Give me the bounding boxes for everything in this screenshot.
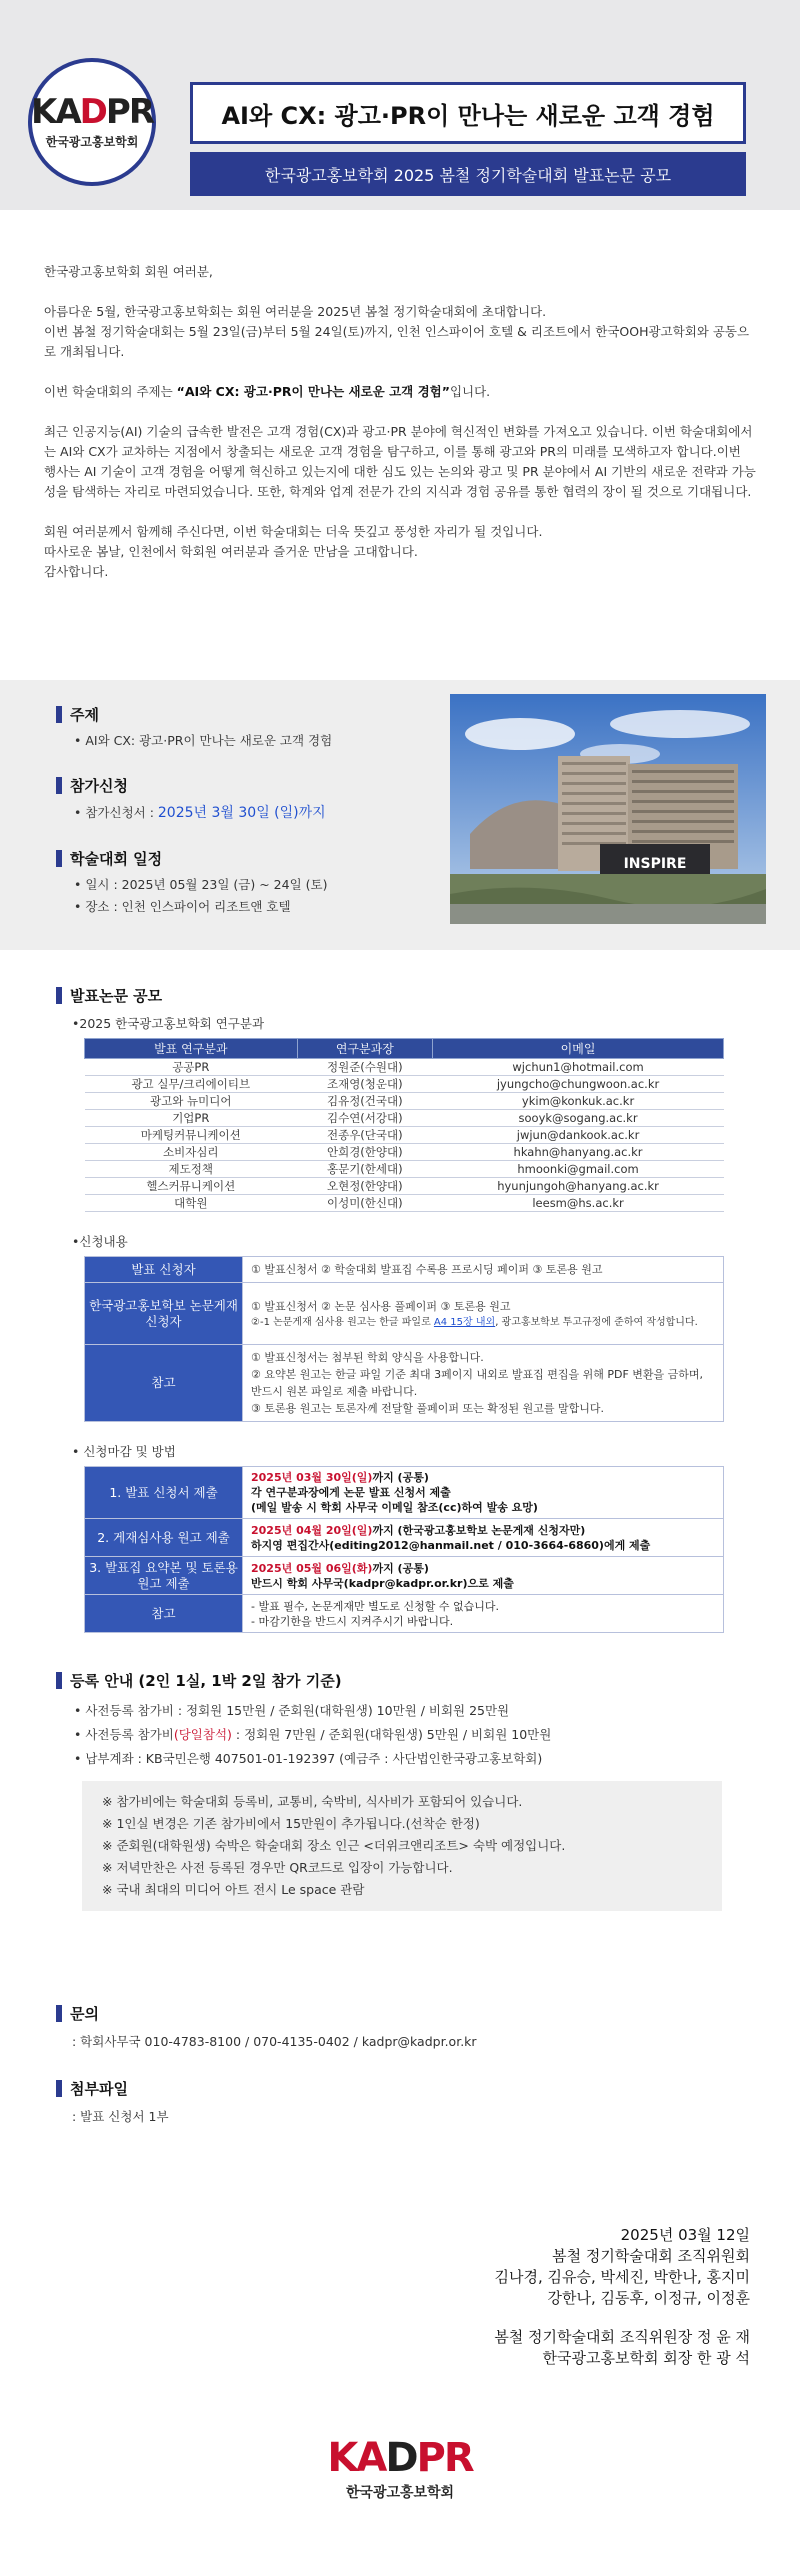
contact-section	[56, 2003, 477, 2050]
logo-text: 한국광고홍보학회	[45, 134, 139, 149]
footer-logo-text: 한국광고홍보학회	[345, 2485, 455, 2501]
fee-regular: • 사전등록 참가비 : 정회원 15만원 / 준회원(대학원생) 10만원 / 비회원 25만원	[74, 1703, 510, 1718]
apply-content-table	[84, 1256, 724, 1422]
list-item: ※ 1인실 변경은 기존 참가비에서 15만원이 추가됩니다.(선착순 한정)	[102, 1816, 480, 1831]
intro-letter	[0, 210, 800, 582]
topic-heading: 주제	[56, 704, 436, 725]
page-subtitle: 한국광고홍보학회 2025 봄철 정기학술대회 발표논문 공모	[190, 152, 746, 196]
table-row: 대학원 이성미(한신대) leesm@hs.ac.kr	[85, 1195, 724, 1212]
division-caption: •2025 한국광고홍보학회 연구분과	[72, 1016, 265, 1031]
table-row: 광고와 뉴미디어 김유정(건국대) ykim@konkuk.ac.kr	[85, 1093, 724, 1110]
page-title: AI와 CX: 광고·PR이 만나는 새로운 고객 경험	[190, 82, 746, 144]
topic-item: • AI와 CX: 광고·PR이 만나는 새로운 고객 경험	[74, 733, 333, 748]
table-row: 소비자심리 안희경(한양대) hkahn@hanyang.ac.kr	[85, 1144, 724, 1161]
table-row: 발표 신청자 ① 발표신청서 ② 학술대회 발표집 수록용 프로시딩 페이퍼 ③ 토론용 원고	[85, 1257, 724, 1283]
schedule-heading: 학술대회 일정	[56, 848, 436, 869]
summary-column	[56, 704, 436, 915]
paper-call-section	[56, 985, 756, 1633]
signature-date: 2025년 03월 12일	[620, 2226, 750, 2244]
list-item: ※ 준회원(대학원생) 숙박은 학술대회 장소 인근 <더위크앤리조트> 숙박 예정입니다.	[102, 1838, 566, 1853]
attachment-info: : 발표 신청서 1부	[72, 2109, 169, 2124]
bank-account: • 납부계좌 : KB국민은행 407501-01-192397 (예금주 : 사단법인한국광고홍보학회)	[74, 1751, 543, 1766]
registration-section	[56, 1670, 756, 1911]
closing-paragraph: 회원 여러분께서 함께해 주신다면, 이번 학술대회는 더욱 뜻깊고 풍성한 자리가 될 것입니다. 따사로운 봄날, 인천에서 학회원 여러분과 즐거운 만남을 고대합니다. 감사합니다.	[44, 524, 543, 579]
schedule-place: • 장소 : 인천 인스파이어 리조트앤 호텔	[74, 899, 291, 914]
table-row: 헬스커뮤니케이션 오현정(한양대) hyunjungoh@hanyang.ac.kr	[85, 1178, 724, 1195]
paper-call-heading: 발표논문 공모	[56, 985, 756, 1006]
table-row: 1. 발표 신청서 제출 2025년 03월 30일(일)까지 (공통) 각 연구분과장에게 논문 발표 신청서 제출 (메일 발송 시 학회 사무국 이메일 참조(cc)하여 발송 요망)	[85, 1467, 724, 1519]
registration-notes	[82, 1781, 722, 1911]
table-row: 한국광고홍보학보 논문게재 신청자 ① 발표신청서 ② 논문 심사용 풀페이퍼 ③ 토론용 원고 ②-1 논문게재 심사용 원고는 한글 파일로 A4 15장 내외, 광고홍보학보 투고규정에 준하여 작성합니다.	[85, 1283, 724, 1345]
list-item: ※ 국내 최대의 미디어 아트 전시 Le space 관람	[102, 1882, 365, 1897]
table-row: 제도정책 홍문기(한세대) hmoonki@gmail.com	[85, 1161, 724, 1178]
header	[0, 0, 800, 210]
list-item: ※ 참가비에는 학술대회 등록비, 교통비, 숙박비, 식사비가 포함되어 있습니다.	[102, 1794, 523, 1809]
col-email: 이메일	[433, 1039, 724, 1059]
theme-paragraph: 이번 학술대회의 주제는 “AI와 CX: 광고·PR이 만나는 새로운 고객 경험”입니다.	[44, 384, 491, 399]
society-logo	[28, 58, 156, 186]
attachment-section	[56, 2078, 169, 2125]
registration-heading: 등록 안내 (2인 1실, 1박 2일 참가 기준)	[56, 1670, 756, 1691]
table-row: 참고 - 발표 필수, 논문게재만 별도로 신청할 수 없습니다. - 마감기한을 반드시 지켜주시기 바랍니다.	[85, 1595, 724, 1633]
footer-logo-mark: KADPR	[327, 2435, 473, 2481]
table-row: 기업PR 김수연(서강대) sooyk@sogang.ac.kr	[85, 1110, 724, 1127]
intro-paragraph: 아름다운 5월, 한국광고홍보학회는 회원 여러분을 2025년 봄철 정기학술대회에 초대합니다. 이번 봄철 정기학술대회는 5월 23일(금)부터 5월 24일(토)까지, 인천 인스파이어 호텔 & 리조트에서 한국OOH광고학회와 공동으로 개최됩니다.	[44, 304, 750, 359]
schedule-date: • 일시 : 2025년 05월 23일 (금) ~ 24일 (토)	[74, 877, 328, 892]
table-row: 3. 발표집 요약본 및 토론용 원고 제출 2025년 05월 06일(화)까지 (공통) 반드시 학회 사무국(kadpr@kadpr.or.kr)으로 제출	[85, 1557, 724, 1595]
summary-band	[0, 680, 800, 950]
attachment-heading: 첨부파일	[56, 2078, 169, 2099]
deadline-caption: • 신청마감 및 방법	[72, 1444, 176, 1459]
division-table	[84, 1038, 724, 1212]
table-row: 참고 ① 발표신청서는 첨부된 학회 양식을 사용합니다. ② 요약본 원고는 한글 파일 기준 최대 3페이지 내외로 발표집 편집을 위해 PDF 변환을 금하며, 반드시 원본 파일로 제출 바랍니다. ③ 토론용 원고는 토론자께 전달할 풀페이퍼 또는 확정된 원고를 말합니다.	[85, 1345, 724, 1422]
apply-content-caption: •신청내용	[72, 1234, 128, 1249]
logo-mark: KADPR	[31, 91, 154, 132]
table-row: 광고 실무/크리에이티브 조재영(청운대) jyungcho@chungwoon.ac.kr	[85, 1076, 724, 1093]
greeting: 한국광고홍보학회 회원 여러분,	[44, 264, 213, 279]
deadline-table	[84, 1466, 724, 1633]
contact-heading: 문의	[56, 2003, 477, 2024]
signature-block: 2025년 03월 12일 봄철 정기학술대회 조직위원회 김나경, 김유승, 박세진, 박한나, 홍지미 강한나, 김동후, 이정규, 이정훈 봄철 정기학술대회 조직위원장 정 윤 재 한국광고홍보학회 회장 한 광 석	[494, 2226, 750, 2367]
inspire-sign: INSPIRE	[623, 856, 687, 872]
apply-deadline: • 참가신청서 : 2025년 3월 30일 (일)까지	[74, 805, 326, 821]
venue-photo	[450, 694, 766, 924]
contact-info: : 학회사무국 010-4783-8100 / 070-4135-0402 / kadpr@kadpr.or.kr	[72, 2034, 477, 2049]
list-item: ※ 저녁만찬은 사전 등록된 경우만 QR코드로 입장이 가능합니다.	[102, 1860, 453, 1875]
purpose-paragraph: 최근 인공지능(AI) 기술의 급속한 발전은 고객 경험(CX)과 광고·PR 분야에 혁신적인 변화를 가져오고 있습니다. 이번 학술대회에서는 AI와 CX가 교차하는 지점에서 창출되는 새로운 고객 경험을 탐구하고, 이를 통해 광고와 PR의 미래를 모색하고자 합니다.이번 행사는 AI 기술이 고객 경험을 어떻게 혁신하고 있는지에 대한 심도 있는 논의와 광고 및 PR 분야에서 AI 기반의 새로운 전략과 가능성을 탐색하는 자리로 마련되었습니다. 또한, 학계와 업계 전문가 간의 지식과 경험 공유를 통한 협력의 장이 될 것으로 기대됩니다.	[44, 424, 756, 499]
footer-logo	[0, 2435, 800, 2502]
table-row: 2. 게재심사용 원고 제출 2025년 04월 20일(일)까지 (한국광고홍보학보 논문게재 신청자만) 하지영 편집간사(editing2012@hanmail.net / 010-3664-6860)에게 제출	[85, 1519, 724, 1557]
table-row: 공공PR 정원준(수원대) wjchun1@hotmail.com	[85, 1059, 724, 1076]
col-division: 발표 연구분과	[85, 1039, 298, 1059]
fee-sameday: • 사전등록 참가비(당일참석) : 정회원 7만원 / 준회원(대학원생) 5만원 / 비회원 10만원	[74, 1727, 552, 1742]
apply-heading: 참가신청	[56, 775, 436, 796]
col-chair: 연구분과장	[297, 1039, 433, 1059]
table-row: 마케팅커뮤니케이션 전종우(단국대) jwjun@dankook.ac.kr	[85, 1127, 724, 1144]
